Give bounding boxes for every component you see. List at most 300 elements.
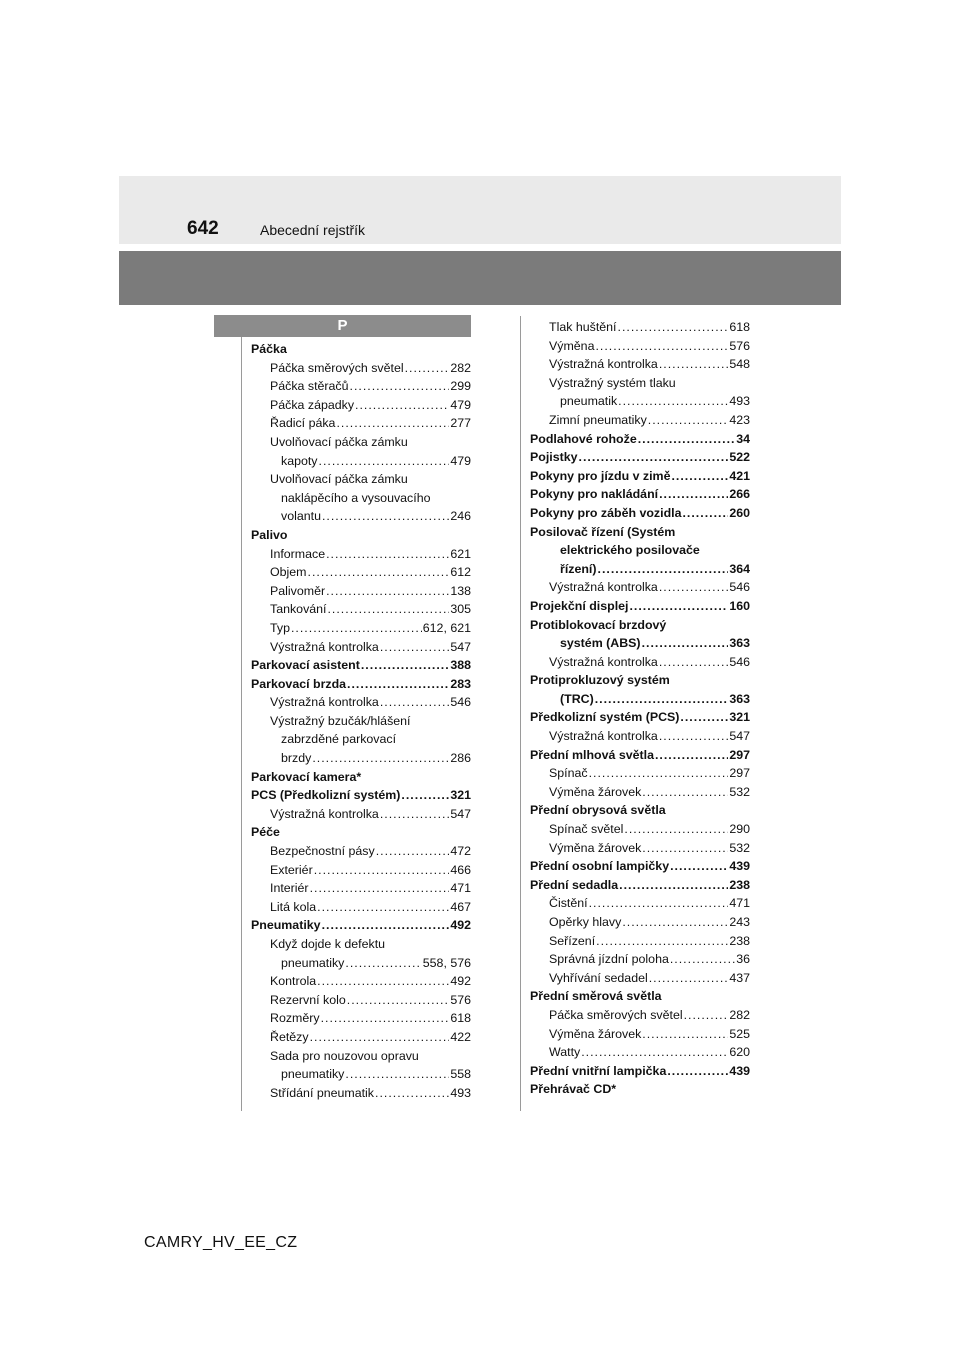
index-entry-label: naklápěcího a vysouvacího [281, 490, 431, 505]
dot-leader [322, 916, 450, 935]
index-entry [251, 935, 471, 954]
dot-leader [667, 1062, 728, 1081]
index-entry [530, 597, 750, 616]
dot-leader [684, 1006, 729, 1025]
dot-leader [361, 656, 449, 675]
index-entry-label: pneumatik [560, 394, 618, 409]
index-entry-label: Výstražná kontrolka [270, 695, 379, 710]
index-entry [251, 823, 471, 842]
index-entry-label: Interiér [270, 881, 309, 896]
index-entry [251, 1047, 471, 1066]
index-entry-label: Opěrky hlavy [549, 915, 622, 929]
index-entry-page: 558, 576 [422, 955, 471, 970]
index-entry-label: Kontrola [270, 974, 317, 989]
index-entry-label: Seřízení [549, 933, 596, 948]
index-entry-label: Watty [549, 1045, 581, 1060]
index-entry-page: 34 [736, 431, 750, 446]
index-entry-label: volantu [281, 509, 321, 524]
index-entry-page: 525 [729, 1026, 750, 1041]
index-entry [251, 805, 471, 824]
dot-leader [308, 563, 450, 582]
dot-leader [355, 396, 449, 415]
index-entry-label: Výstražná kontrolka [270, 639, 379, 654]
index-entry-page: 547 [729, 729, 750, 744]
index-entry-page: 290 [729, 822, 750, 837]
index-entry [530, 876, 750, 895]
dot-leader [596, 932, 728, 951]
index-entry [251, 861, 471, 880]
index-entry-label: Informace [270, 546, 326, 561]
index-entry [251, 916, 471, 935]
index-entry-label: Péče [251, 825, 280, 840]
index-entry-page: 243 [729, 915, 750, 929]
index-column-1 [251, 340, 471, 1102]
index-entry-label: Posilovač řízení (Systém [530, 524, 676, 539]
dot-leader [642, 783, 728, 802]
dot-leader [310, 1028, 450, 1047]
index-entry [530, 857, 750, 876]
dot-leader [375, 1084, 449, 1103]
index-entry [530, 1062, 750, 1081]
page-number: 642 [187, 218, 219, 239]
index-entry [251, 972, 471, 991]
index-entry-label: Páčka směrových světel [549, 1007, 683, 1022]
dot-leader [680, 708, 728, 727]
dot-leader [310, 879, 450, 898]
index-entry [530, 560, 750, 579]
dot-leader [659, 653, 729, 672]
dot-leader [317, 898, 449, 917]
index-entry-label: Spínač světel [549, 822, 624, 837]
index-entry-label: Přední sedadla [530, 877, 619, 892]
dot-leader [345, 1065, 449, 1084]
dot-leader [589, 764, 729, 783]
index-entry [251, 991, 471, 1010]
index-entry-page: 160 [729, 598, 750, 613]
index-entry-label: Tlak huštění [549, 320, 617, 334]
index-entry [530, 764, 750, 783]
index-entry-label: Když dojde k defektu [270, 937, 386, 951]
index-entry [530, 1006, 750, 1025]
index-entry-label: Řetězy [270, 1029, 309, 1044]
index-entry [530, 671, 750, 690]
index-entry [530, 969, 750, 988]
section-title: Abecední rejstřík [260, 222, 366, 238]
index-entry [251, 638, 471, 657]
dot-leader [624, 820, 728, 839]
dot-leader [595, 337, 728, 356]
index-entry [530, 690, 750, 709]
dot-leader [659, 727, 729, 746]
index-entry-label: Přední obrysová světla [530, 803, 666, 818]
index-entry-label: Výstražný bzučák/hlášení [270, 713, 411, 728]
index-entry [530, 541, 750, 560]
index-entry-label: Tankování [270, 602, 327, 617]
dot-leader [642, 634, 729, 653]
index-entry [251, 377, 471, 396]
index-entry [251, 1084, 471, 1103]
index-entry-page: 558 [450, 1067, 471, 1082]
index-entry [530, 783, 750, 802]
dot-leader [579, 448, 729, 467]
index-entry-page: 437 [729, 970, 750, 985]
index-entry [251, 433, 471, 452]
dot-leader [671, 467, 728, 486]
index-entry [251, 470, 471, 489]
dot-leader [327, 600, 449, 619]
index-entry-label: zabrzděné parkovací [281, 732, 397, 747]
dot-leader [659, 485, 728, 504]
index-entry-page: 612, 621 [422, 620, 471, 635]
index-entry-label: Pokyny pro záběh vozidla [530, 505, 682, 520]
index-entry-page: 493 [729, 394, 750, 409]
index-entry-page: 492 [450, 918, 471, 933]
index-entry [251, 359, 471, 378]
dot-leader [350, 377, 450, 396]
index-entry [251, 1065, 471, 1084]
dot-leader [347, 675, 449, 694]
index-entry-label: Bezpečnostní pásy [270, 844, 375, 859]
index-entry [251, 954, 471, 973]
index-entry [251, 563, 471, 582]
index-entry-page: 466 [450, 862, 471, 877]
index-entry [251, 1028, 471, 1047]
index-entry-page: 576 [729, 338, 750, 353]
index-entry-label: Přední směrová světla [530, 989, 662, 1004]
index-letter-heading: P [214, 315, 471, 337]
dot-leader [326, 545, 449, 564]
dot-leader [322, 507, 449, 526]
index-entry-label: Vyhřívání sedadel [549, 970, 648, 985]
index-entry-page: 282 [729, 1007, 750, 1022]
column-divider [520, 316, 521, 1111]
dot-leader [312, 749, 449, 768]
dot-leader [629, 597, 728, 616]
index-entry-page: 546 [450, 695, 471, 710]
index-entry-label: Páčka západky [270, 397, 355, 412]
index-entry [530, 448, 750, 467]
index-entry-page: 364 [729, 561, 750, 576]
index-entry [251, 489, 471, 508]
index-entry-label: Výstražná kontrolka [549, 357, 658, 372]
index-entry-page: 532 [729, 784, 750, 799]
dot-leader [670, 857, 728, 876]
dot-leader [321, 1009, 450, 1028]
index-entry [251, 898, 471, 917]
index-entry [251, 396, 471, 415]
index-entry [530, 950, 750, 969]
index-entry-page: 621 [450, 546, 471, 561]
index-entry [530, 355, 750, 374]
index-entry-page: 547 [450, 639, 471, 654]
index-entry [530, 894, 750, 913]
index-entry-page: 260 [729, 505, 750, 520]
index-entry-page: 471 [729, 896, 750, 911]
dot-leader [642, 1025, 728, 1044]
dot-leader [670, 950, 735, 969]
dot-leader [347, 991, 450, 1010]
index-entry [530, 578, 750, 597]
index-entry-label: Řadicí páka [270, 416, 336, 431]
index-entry-label: Parkovací kamera* [251, 769, 362, 784]
index-entry [530, 1080, 750, 1099]
index-entry-page: 321 [450, 788, 471, 803]
index-entry [530, 392, 750, 411]
index-entry [251, 786, 471, 805]
index-entry-label: Objem [270, 565, 307, 580]
index-entry [530, 467, 750, 486]
dot-leader [380, 693, 450, 712]
dot-leader [618, 392, 728, 411]
dot-leader [618, 318, 729, 337]
index-entry [530, 987, 750, 1006]
dot-leader [376, 842, 450, 861]
index-entry-label: Pojistky [530, 450, 578, 465]
index-entry-label: pneumatiky [281, 955, 345, 970]
index-entry [251, 675, 471, 694]
index-entry-label: Správná jízdní poloha [549, 952, 669, 967]
index-entry-label: PCS (Předkolizní systém) [251, 788, 401, 803]
index-entry-page: 286 [450, 751, 471, 766]
index-entry-label: elektrického posilovače [560, 543, 700, 558]
dot-leader [319, 452, 450, 471]
index-entry-page: 388 [450, 658, 471, 673]
index-entry-label: řízení) [560, 561, 597, 576]
index-entry-label: Litá kola [270, 899, 317, 914]
dot-leader [682, 504, 728, 523]
index-entry-page: 36 [736, 952, 750, 967]
index-entry [530, 1025, 750, 1044]
index-column-2 [530, 318, 750, 1099]
index-entry-page: 471 [450, 881, 471, 896]
index-entry-label: Páčka směrových světel [270, 360, 404, 375]
dot-leader [589, 894, 729, 913]
index-entry [530, 504, 750, 523]
index-entry [530, 932, 750, 951]
index-entry-page: 479 [450, 453, 471, 468]
index-entry-page: 138 [450, 583, 471, 598]
index-entry-page: 493 [450, 1085, 471, 1100]
header-band [119, 251, 841, 305]
index-entry [251, 879, 471, 898]
index-entry-page: 282 [450, 360, 471, 375]
document-code: CAMRY_HV_EE_CZ [144, 1234, 298, 1251]
index-entry-page: 277 [450, 416, 471, 431]
dot-leader [405, 359, 450, 378]
index-entry-label: Střídání pneumatik [270, 1085, 375, 1100]
index-entry-page: 618 [729, 320, 750, 334]
dot-leader [622, 913, 728, 932]
index-entry [251, 712, 471, 731]
index-entry [530, 374, 750, 393]
index-entry-page: 439 [729, 1063, 750, 1078]
index-entry-label: (TRC) [560, 691, 594, 706]
index-entry [530, 801, 750, 820]
index-entry [251, 507, 471, 526]
index-entry-page: 246 [450, 509, 471, 524]
index-entry-page: 439 [729, 859, 750, 874]
dot-leader [649, 969, 729, 988]
index-entry [251, 526, 471, 545]
index-entry [251, 693, 471, 712]
index-entry-label: Výměna žárovek [549, 1026, 642, 1041]
index-entry-page: 612 [450, 565, 471, 580]
index-entry-page: 618 [450, 1011, 471, 1026]
index-entry-label: Pokyny pro nakládání [530, 487, 659, 502]
index-entry-label: Čistění [549, 896, 588, 911]
index-entry-label: Uvolňovací páčka zámku [270, 434, 408, 449]
index-entry-page: 547 [450, 806, 471, 821]
index-entry [530, 727, 750, 746]
index-entry [530, 523, 750, 542]
index-entry-label: Výměna žárovek [549, 784, 642, 799]
index-entry-label: brzdy [281, 751, 312, 766]
index-entry [251, 340, 471, 359]
index-entry-page: 363 [729, 636, 750, 651]
index-entry [530, 839, 750, 858]
dot-leader [326, 582, 449, 601]
index-entry [530, 430, 750, 449]
index-entry [251, 414, 471, 433]
index-entry [251, 452, 471, 471]
index-entry-page: 297 [729, 747, 750, 762]
dot-leader [345, 954, 421, 973]
index-entry-label: systém (ABS) [560, 636, 641, 651]
index-entry [530, 634, 750, 653]
index-entry-page: 321 [729, 710, 750, 725]
index-entry [251, 749, 471, 768]
index-entry-label: Výstražná kontrolka [549, 580, 658, 595]
index-entry [530, 746, 750, 765]
index-entry-label: Páčka stěračů [270, 379, 349, 394]
dot-leader [336, 414, 449, 433]
index-entry-label: Podlahové rohože [530, 431, 637, 446]
index-entry-label: Pokyny pro jízdu v zimě [530, 468, 671, 483]
index-entry [530, 485, 750, 504]
index-entry-page: 305 [450, 602, 471, 617]
dot-leader [401, 786, 449, 805]
index-entry-label: kapoty [281, 453, 318, 468]
index-entry-page: 283 [450, 676, 471, 691]
index-entry-label: Protiprokluzový systém [530, 673, 670, 688]
page-header [119, 176, 841, 244]
index-entry-label: Palivoměr [270, 583, 326, 598]
index-entry-label: Spínač [549, 766, 588, 781]
dot-leader [659, 578, 729, 597]
index-entry-label: Výstražná kontrolka [549, 654, 658, 669]
index-entry-label: Rozměry [270, 1011, 320, 1026]
index-entry [251, 656, 471, 675]
index-entry-page: 238 [729, 933, 750, 948]
index-entry-label: Exteriér [270, 862, 313, 877]
dot-leader [317, 972, 449, 991]
index-entry-label: Parkovací brzda [251, 676, 347, 691]
index-entry-page: 423 [729, 412, 750, 427]
index-entry-page: 548 [729, 357, 750, 372]
index-entry [251, 842, 471, 861]
index-entry-page: 479 [450, 397, 471, 412]
index-entry-label: Výstražná kontrolka [270, 806, 379, 821]
dot-leader [655, 746, 728, 765]
index-entry-label: Páčka [251, 342, 287, 356]
dot-leader [638, 430, 735, 449]
index-entry-label: Pneumatiky [251, 918, 321, 933]
dot-leader [648, 411, 729, 430]
index-entry [530, 820, 750, 839]
index-entry-label: Přední osobní lampičky [530, 859, 670, 874]
index-entry-label: Projekční displej [530, 598, 629, 613]
index-entry-label: Výměna žárovek [549, 840, 642, 855]
index-entry-label: Palivo [251, 527, 288, 542]
index-entry [530, 708, 750, 727]
dot-leader [291, 619, 422, 638]
index-entry-label: Výstražný systém tlaku [549, 375, 676, 390]
dot-leader [314, 861, 450, 880]
index-entry-label: Protiblokovací brzdový [530, 617, 667, 632]
index-entry-page: 266 [729, 487, 750, 502]
index-entry-page: 299 [450, 379, 471, 394]
dot-leader [619, 876, 728, 895]
index-entry-label: Přední mlhová světla [530, 747, 654, 762]
index-entry [530, 913, 750, 932]
index-entry [530, 411, 750, 430]
index-entry [251, 1009, 471, 1028]
dot-leader [598, 560, 729, 579]
dot-leader [642, 839, 728, 858]
index-entry-page: 238 [729, 877, 750, 892]
index-entry [530, 337, 750, 356]
index-entry-page: 297 [729, 766, 750, 781]
dot-leader [380, 638, 450, 657]
dot-leader [380, 805, 450, 824]
index-entry-page: 522 [729, 450, 750, 465]
index-entry-label: Parkovací asistent [251, 658, 360, 673]
index-entry [251, 768, 471, 787]
index-entry-page: 363 [729, 691, 750, 706]
index-entry [530, 653, 750, 672]
index-entry-page: 421 [729, 468, 750, 483]
dot-leader [581, 1043, 728, 1062]
index-entry-label: Výměna [549, 338, 595, 353]
dot-leader [659, 355, 729, 374]
index-entry-label: Zimní pneumatiky [549, 412, 647, 427]
index-entry [251, 619, 471, 638]
index-entry-page: 472 [450, 844, 471, 859]
index-entry-label: Sada pro nouzovou opravu [270, 1048, 419, 1063]
column-divider [241, 316, 242, 1111]
index-entry-label: Přední vnitřní lampička [530, 1063, 667, 1078]
index-entry-label: Rezervní kolo [270, 992, 346, 1007]
index-entry [530, 1043, 750, 1062]
index-entry [530, 318, 750, 337]
index-entry-page: 576 [450, 992, 471, 1007]
index-entry-page: 492 [450, 974, 471, 989]
dot-leader [595, 690, 729, 709]
index-entry-label: Typ [270, 620, 290, 635]
index-entry-label: Přehrávač CD* [530, 1082, 617, 1097]
index-entry [251, 600, 471, 619]
index-entry [251, 582, 471, 601]
index-entry-page: 620 [729, 1045, 750, 1060]
index-entry [251, 545, 471, 564]
index-entry-page: 532 [729, 840, 750, 855]
index-entry-page: 546 [729, 654, 750, 669]
index-entry-page: 422 [450, 1029, 471, 1044]
index-entry [530, 616, 750, 635]
index-entry-page: 546 [729, 580, 750, 595]
index-entry [251, 730, 471, 749]
index-entry-label: Výstražná kontrolka [549, 729, 658, 744]
